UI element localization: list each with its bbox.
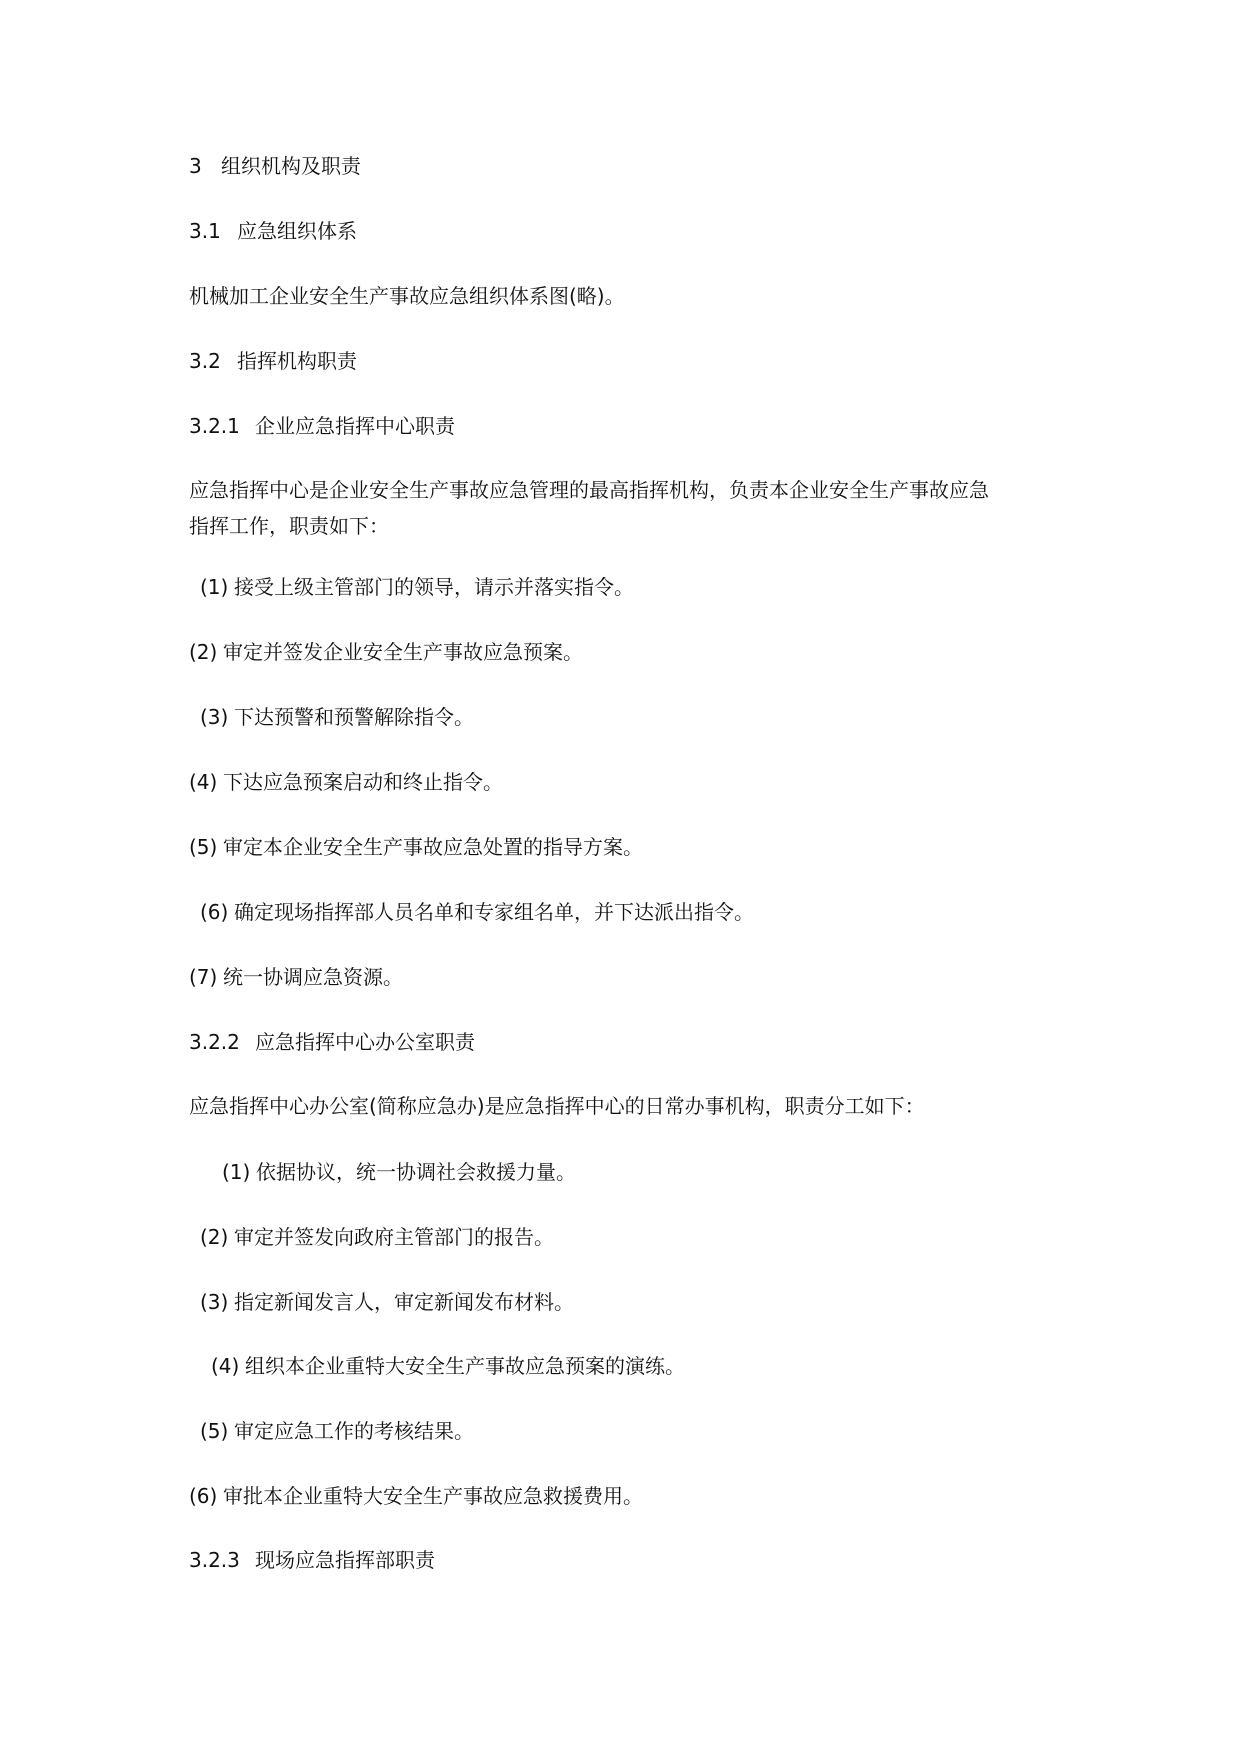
list-item: [200, 701, 474, 733]
section-heading-3-2: [189, 345, 357, 377]
item-text: 指定新闻发言人，审定新闻发布材料。: [234, 1290, 574, 1314]
section-number: 3.1: [189, 219, 221, 243]
item-number: (3): [200, 1290, 229, 1314]
item-text: 审定本企业安全生产事故应急处置的指导方案。: [223, 835, 643, 859]
item-text: 依据协议，统一协调社会救援力量。: [256, 1160, 576, 1184]
list-item: [200, 1221, 554, 1253]
item-number: (3): [200, 705, 229, 729]
section-title: 现场应急指挥部职责: [255, 1548, 435, 1572]
list-item: [189, 636, 583, 668]
paragraph-3-1: 机械加工企业安全生产事故应急组织体系图(略)。: [189, 284, 625, 308]
section-number: 3.2.1: [189, 414, 240, 438]
list-item: [211, 1350, 685, 1382]
item-text: 确定现场指挥部人员名单和专家组名单，并下达派出指令。: [234, 900, 754, 924]
list-item: [189, 831, 643, 863]
item-text: 组织本企业重特大安全生产事故应急预案的演练。: [245, 1354, 685, 1378]
item-number: (2): [200, 1225, 229, 1249]
section-heading-3-2-1: [189, 410, 455, 442]
paragraph-3-2-2: 应急指挥中心办公室(简称应急办)是应急指挥中心的日常办事机构，职责分工如下：: [189, 1094, 925, 1118]
item-number: (4): [211, 1354, 240, 1378]
paragraph-3-2-1-line-2: 指挥工作，职责如下：: [189, 514, 389, 538]
paragraph-3-2-1-line-1: 应急指挥中心是企业安全生产事故应急管理的最高指挥机构，负责本企业安全生产事故应急: [189, 478, 989, 502]
section-title: 指挥机构职责: [237, 349, 357, 373]
list-item: [200, 571, 634, 603]
list-item: [189, 1480, 643, 1512]
section-title: 组织机构及职责: [221, 154, 361, 178]
item-number: (1): [200, 575, 229, 599]
list-item: [200, 896, 754, 928]
item-text: 下达预警和预警解除指令。: [234, 705, 474, 729]
section-number: 3.2.2: [189, 1030, 240, 1054]
section-title: 应急组织体系: [237, 219, 357, 243]
item-text: 审定并签发企业安全生产事故应急预案。: [223, 640, 583, 664]
item-number: (1): [222, 1160, 251, 1184]
section-number: 3.2.3: [189, 1548, 240, 1572]
section-heading-3: [189, 150, 361, 182]
item-text: 审定应急工作的考核结果。: [234, 1419, 474, 1443]
list-item: [189, 766, 503, 798]
item-number: (7): [189, 965, 218, 989]
item-text: 审批本企业重特大安全生产事故应急救援费用。: [223, 1484, 643, 1508]
item-number: (6): [200, 900, 229, 924]
item-number: (5): [189, 835, 218, 859]
item-number: (6): [189, 1484, 218, 1508]
item-number: (2): [189, 640, 218, 664]
item-text: 统一协调应急资源。: [223, 965, 403, 989]
list-item: [189, 961, 403, 993]
section-heading-3-2-3: [189, 1544, 435, 1576]
section-title: 应急指挥中心办公室职责: [255, 1030, 475, 1054]
section-heading-3-1: [189, 215, 357, 247]
section-number: 3: [189, 154, 202, 178]
item-text: 下达应急预案启动和终止指令。: [223, 770, 503, 794]
item-text: 接受上级主管部门的领导，请示并落实指令。: [234, 575, 634, 599]
section-heading-3-2-2: [189, 1026, 475, 1058]
list-item: [200, 1415, 474, 1447]
item-number: (4): [189, 770, 218, 794]
list-item: [222, 1156, 576, 1188]
item-text: 审定并签发向政府主管部门的报告。: [234, 1225, 554, 1249]
list-item: [200, 1286, 574, 1318]
section-number: 3.2: [189, 349, 221, 373]
section-title: 企业应急指挥中心职责: [255, 414, 455, 438]
item-number: (5): [200, 1419, 229, 1443]
